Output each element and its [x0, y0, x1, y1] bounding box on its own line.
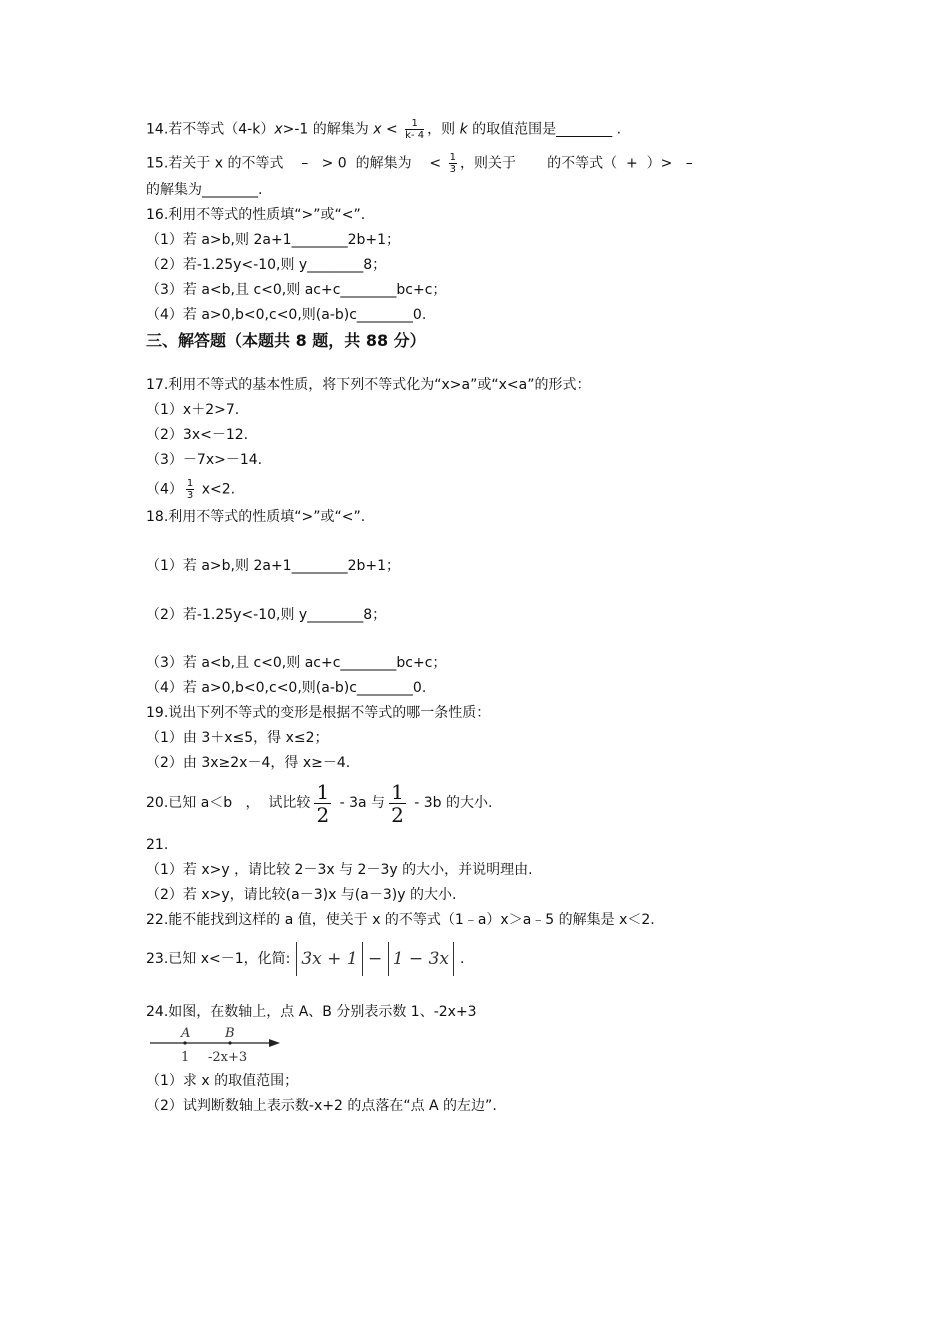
q21-item-2: （2）若 x>y，请比较(a－3)x 与(a－3)y 的大小. [146, 887, 457, 903]
q15-text-mid1: – > 0 的解集为 < [287, 155, 446, 172]
section-3-heading: 三、解答题（本题共 8 题，共 88 分） [146, 331, 426, 350]
q20-frac1-num: 1 [316, 779, 330, 804]
q24-item-2: （2）试判断数轴上表示数-x+2 的点落在“点 A 的左边”. [146, 1098, 497, 1114]
question-17-title: 17.利用不等式的基本性质，将下列不等式化为“x>a”或“x<a”的形式： [146, 377, 591, 393]
point-b-value: -2x+3 [208, 1050, 248, 1065]
q20-text-pre: 20.已知 a＜b ， 试比较 [146, 795, 311, 811]
q17-item-3: （3）－7x>－14. [146, 452, 263, 468]
question-16-title: 16.利用不等式的性质填“>”或“<”. [146, 207, 366, 223]
q15-text-pre: 15.若关于 x 的不等式 [146, 155, 288, 172]
q20-fraction-1 [314, 781, 331, 826]
question-21-title: 21. [146, 837, 169, 853]
q18-item-1: （1）若 a>b,则 2a+1________2b+1； [146, 558, 401, 574]
q20-fraction-2 [389, 781, 406, 826]
q14-frac-num: 1 [405, 118, 424, 130]
q16-item-4: （4）若 a>0,b<0,c<0,则(a-b)c________0. [146, 307, 427, 323]
q16-item-2: （2）若-1.25y<-10,则 y________8； [146, 257, 387, 273]
point-a-value: 1 [181, 1050, 190, 1065]
q14-text-pre: 14.若不等式（4-k） [146, 121, 275, 138]
q14-frac-den: k- 4 [405, 130, 425, 141]
q15-text-mid2: ，则关于 的不等式（ + ）> – [459, 155, 693, 172]
q16-item-1: （1）若 a>b,则 2a+1________2b+1； [146, 232, 401, 248]
point-a-dot [183, 1041, 186, 1044]
point-b-dot [228, 1041, 231, 1044]
question-24-title: 24.如图，在数轴上，点 A、B 分别表示数 1、-2x+3 [146, 1004, 477, 1020]
q23-text-post: . [459, 951, 465, 967]
q19-item-2: （2）由 3x≥2x－4，得 x≥－4. [146, 755, 351, 771]
question-15 [146, 152, 693, 175]
q20-frac2-num: 1 [391, 779, 404, 804]
q15-fraction [449, 152, 457, 175]
q14-lt: < [381, 121, 403, 138]
q17-item-4 [146, 478, 235, 501]
q20-frac2-den: 2 [391, 802, 404, 827]
q16-item-3: （3）若 a<b,且 c<0,则 ac+c________bc+c； [146, 282, 447, 298]
q17-item4-post: x<2. [197, 481, 236, 498]
point-b-label: B [225, 1026, 235, 1041]
q17-frac-den: 3 [186, 490, 194, 501]
q23-minus: − [362, 949, 388, 969]
q15-frac-num: 1 [449, 152, 456, 163]
q18-item-3: （3）若 a<b,且 c<0,则 ac+c________bc+c； [146, 655, 447, 671]
q19-item-1: （1）由 3＋x≤5，得 x≤2； [146, 730, 329, 746]
question-14 [146, 118, 621, 141]
question-19-title: 19.说出下列不等式的变形是根据不等式的哪一条性质： [146, 705, 491, 721]
q23-text-pre: 23.已知 x<－1，化简: [146, 951, 291, 967]
q15-frac-den: 3 [449, 164, 456, 175]
q20-text-mid: - 3a 与 [335, 795, 386, 811]
q20-frac1-den: 2 [316, 802, 330, 827]
q18-item-2: （2）若-1.25y<-10,则 y________8； [146, 607, 387, 623]
q14-text-mid: >-1 的解集为 [282, 121, 374, 138]
q17-item-2: （2）3x<－12. [146, 427, 249, 443]
q18-item-4: （4）若 a>0,b<0,c<0,则(a-b)c________0. [146, 680, 427, 696]
q23-abs-term-2: 1 − 3x [388, 942, 454, 976]
question-22: 22.能不能找到这样的 a 值，使关于 x 的不等式（1﹣a）x＞a﹣5 的解集是 x＜2. [146, 912, 655, 928]
question-15-line2: 的解集为________. [146, 182, 263, 198]
question-18-title: 18.利用不等式的性质填“>”或“<”. [146, 509, 366, 525]
q14-fraction [405, 118, 424, 141]
q24-item-1: （1）求 x 的取值范围； [146, 1073, 299, 1089]
q21-item-1: （1）若 x>y ，请比较 2－3x 与 2－3y 的大小，并说明理由. [146, 862, 533, 878]
q17-fraction [186, 478, 194, 501]
question-23 [146, 942, 464, 976]
q23-abs-expression [296, 942, 454, 976]
q14-text-post1: ，则 [427, 121, 460, 138]
q17-item4-pre: （4） [146, 481, 183, 498]
q14-var-x2: x [373, 121, 382, 138]
q14-text-post2: 的取值范围是________ . [467, 121, 622, 138]
q14-var-x: x [274, 121, 283, 138]
q17-frac-num: 1 [186, 478, 194, 489]
q14-var-k: k [459, 121, 468, 138]
point-a-label: A [181, 1026, 191, 1041]
number-line-arrow [269, 1039, 280, 1047]
q23-abs-term-1: 3x + 1 [296, 942, 362, 976]
number-line-figure [150, 1024, 280, 1068]
q20-text-post: - 3b 的大小. [409, 795, 493, 811]
question-20 [146, 780, 492, 826]
q17-item-1: （1）x＋2>7. [146, 402, 240, 418]
